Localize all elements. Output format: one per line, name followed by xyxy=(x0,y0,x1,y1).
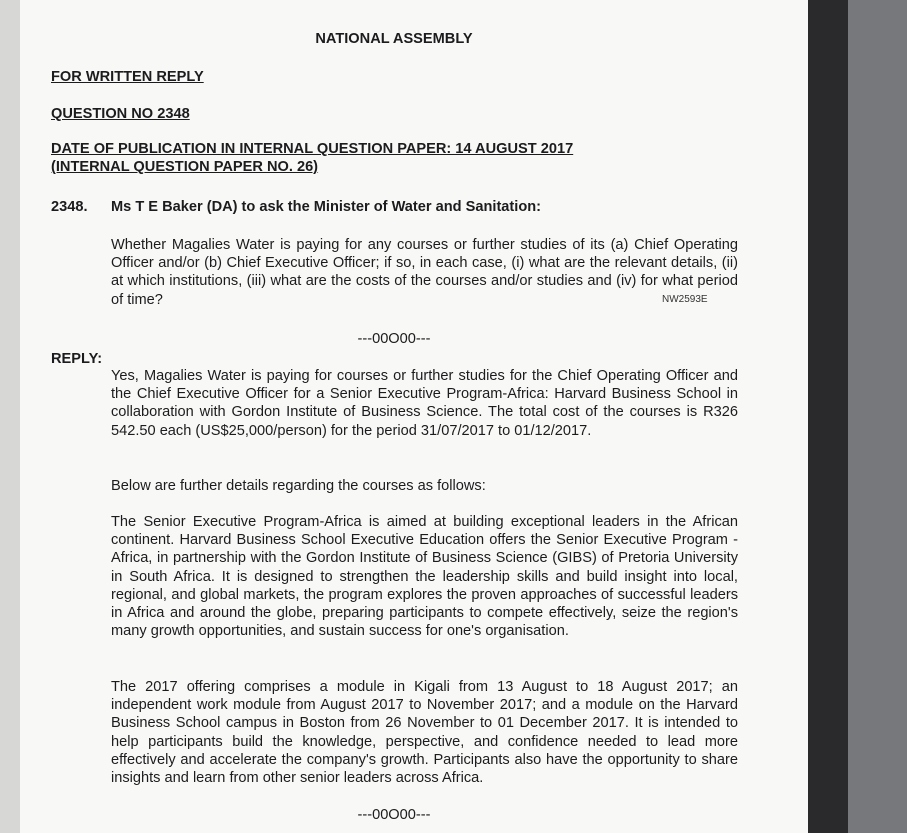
question-number: 2348. xyxy=(51,199,88,215)
reply-paragraph-2: Below are further details regarding the courses as follows: xyxy=(111,478,486,494)
separator-bottom: ---00O00--- xyxy=(357,807,431,823)
scan-left-edge xyxy=(0,0,20,833)
scan-shadow-edge xyxy=(808,0,848,833)
scan-background xyxy=(848,0,907,833)
question-text: Whether Magalies Water is paying for any courses or further studies of its (a) Chief Operating Officer and/or (b) Chief Executive Officer; if so, in each case, (i) what are the relevant details, (ii) at which institutions, (iii) what are the costs of the courses and/or studies and (iv) for what period of time? xyxy=(111,237,738,308)
reply-paragraph-4: The 2017 offering comprises a module in Kigali from 13 August to 18 August 2017; an independent work module from August 2017 to November 2017; and a module on the Harvard Business School campus in Boston from 26 November to 01 December 2017. It is intended to help participants build the knowledge, perspective, and confidence needed to lead more effectively and accelerate the company's growth. Participants also have the opportunity to share insights and learn from other senior leaders across Africa. xyxy=(111,679,738,787)
internal-paper-number: (INTERNAL QUESTION PAPER NO. 26) xyxy=(51,159,319,175)
reply-label: REPLY: xyxy=(51,351,103,367)
question-heading: Ms T E Baker (DA) to ask the Minister of Water and Sanitation: xyxy=(111,199,542,215)
document-page xyxy=(20,0,808,833)
for-written-reply-heading: FOR WRITTEN REPLY xyxy=(51,69,204,85)
publication-date-line: DATE OF PUBLICATION IN INTERNAL QUESTION PAPER: 14 AUGUST 2017 xyxy=(51,141,574,157)
question-number-heading: QUESTION NO 2348 xyxy=(51,106,190,122)
separator-top: ---00O00--- xyxy=(357,331,431,347)
reply-paragraph-3: The Senior Executive Program-Africa is aimed at building exceptional leaders in the African continent. Harvard Business School Executive Education offers the Senior Executive Program - Africa, in partnership with the Gordon Institute of Business Science (GIBS) of Pretoria University in South Africa. It is designed to strengthen the leadership skills and build insight into local, regional, and global markets, the program explores the proven approaches of successful leaders in Africa and around the globe, preparing participants to compete effectively, seize the region's many growth opportunities, and sustain success for one's organisation. xyxy=(111,514,738,640)
question-reference-code: NW2593E xyxy=(662,294,708,305)
reply-paragraph-1: Yes, Magalies Water is paying for courses or further studies for the Chief Operating Officer and the Chief Executive Officer for a Senior Executive Program-Africa: Harvard Business School in collaboration with Gordon Institute of Business Science. The total cost of the courses is R326 542.50 each (US$25,000/person) for the period 31/07/2017 to 01/12/2017. xyxy=(111,368,738,439)
document-header: NATIONAL ASSEMBLY xyxy=(315,31,473,47)
